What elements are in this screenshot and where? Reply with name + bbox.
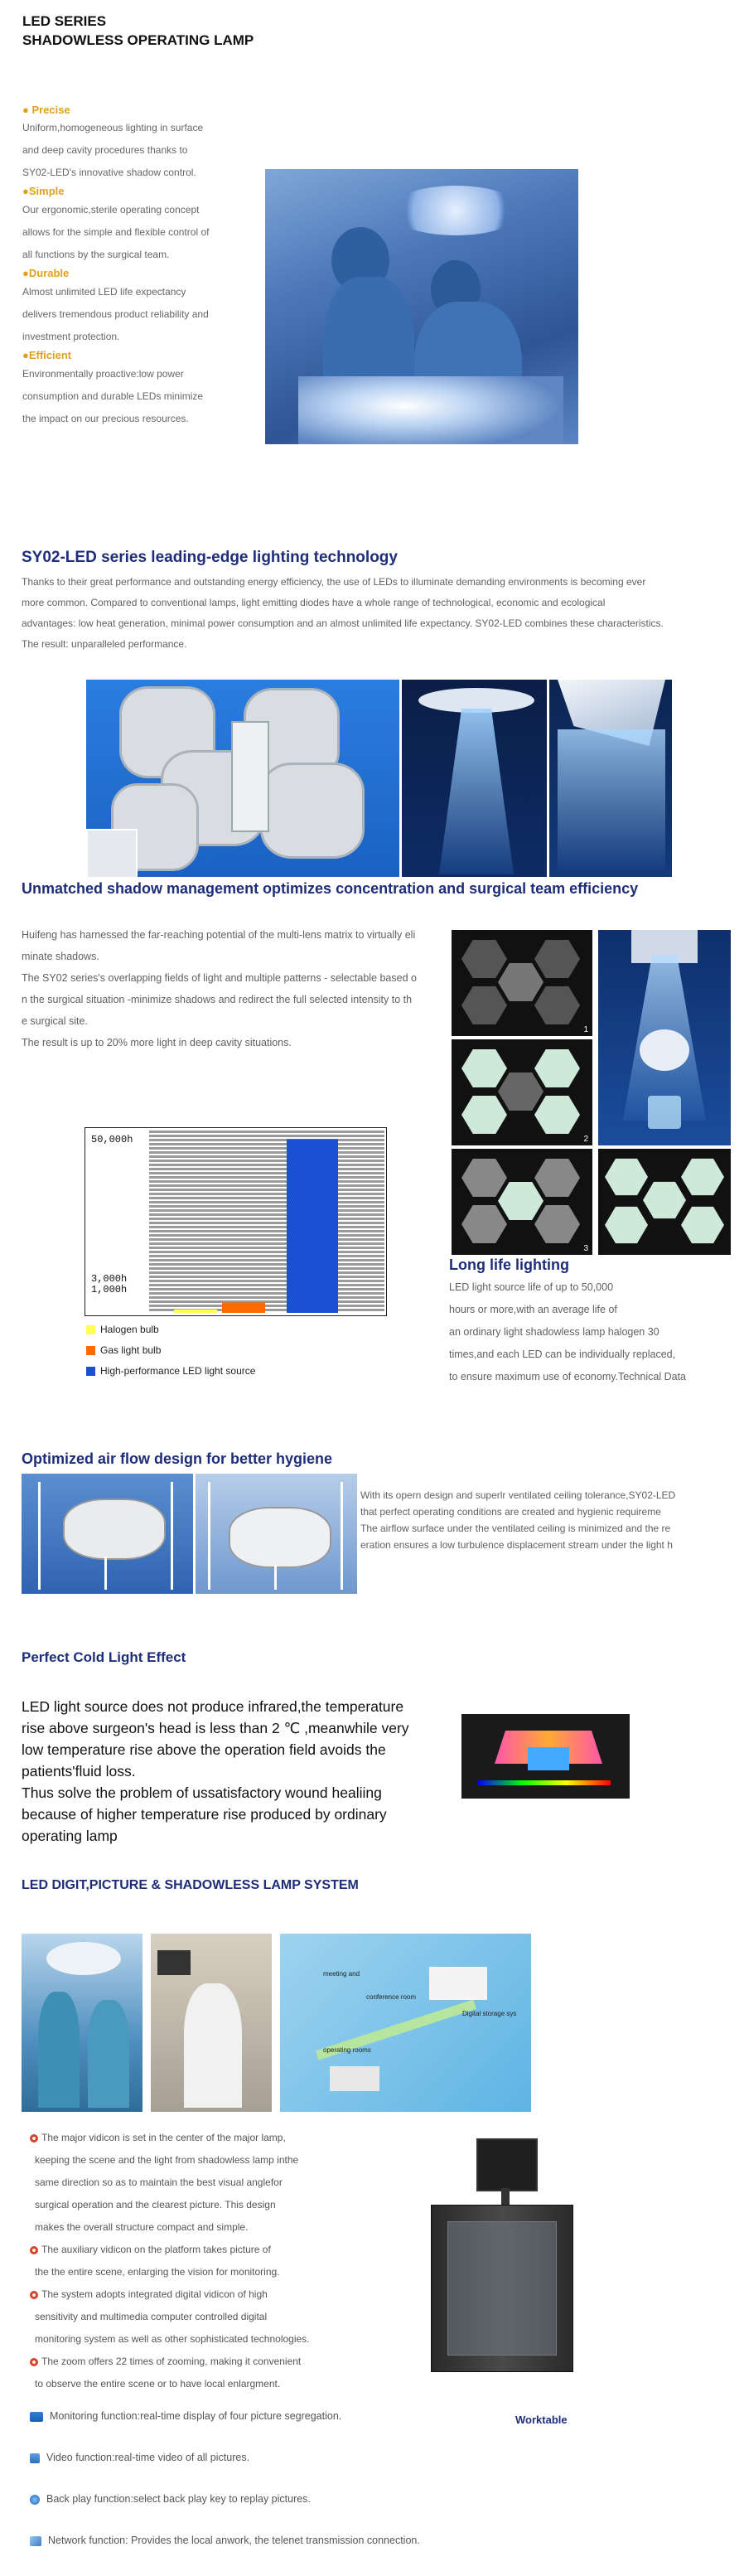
feature-line: and deep cavity procedures thanks to (22, 144, 188, 156)
shadow-line: e surgical site. (22, 1015, 88, 1027)
chart-gridline (149, 1271, 384, 1274)
bar-gas (222, 1302, 265, 1313)
chart-gridline (149, 1184, 384, 1187)
bar-led (287, 1139, 338, 1313)
chart-gridline (149, 1139, 384, 1141)
function-text: Monitoring function:real-time display of four picture segregation. (50, 2410, 342, 2422)
system-network-diagram (280, 1934, 531, 2112)
airflow-line: that perfect operating conditions are created and hygienic requireme (360, 1506, 661, 1518)
chart-gridline (149, 1259, 384, 1261)
bullet-line: to observe the entire scene or to have local enlargment. (35, 2378, 281, 2390)
bullet-icon (30, 2291, 38, 2299)
airflow-diagram-1 (22, 1474, 193, 1594)
bullet-line: keeping the scene and the light from shadowless lamp inthe (35, 2154, 299, 2166)
feature-line: allows for the simple and flexible control of (22, 226, 210, 238)
light-beam-photo (402, 680, 547, 877)
bullet-icon (30, 2134, 38, 2143)
digit-bullets (30, 2127, 428, 2395)
tech-line: The result: unparalleled performance. (22, 638, 187, 650)
bullet-line: The system adopts integrated digital vidicon of high (41, 2288, 268, 2300)
tech-line: Thanks to their great performance and outstanding energy efficiency, the use of LEDs to illuminate demanding environments is becoming ever (22, 576, 646, 588)
airflow-line: eration ensures a low turbulence displacement stream under the light h (360, 1539, 673, 1551)
function-video (30, 2452, 693, 2493)
monitor-icon (30, 2412, 43, 2422)
chart-gridline (149, 1147, 384, 1150)
full-light-panel (598, 1149, 731, 1255)
chart-gridline (149, 1255, 384, 1257)
chart-gridline (149, 1300, 384, 1303)
chart-gridline (149, 1176, 384, 1179)
bullet-3 (30, 2283, 428, 2306)
chart-gridline (149, 1151, 384, 1154)
airflow-paragraph (360, 1487, 733, 1553)
lifetime-chart (85, 1127, 387, 1316)
shadow-section-title: Unmatched shadow management optimizes concentration and surgical team efficiency (22, 880, 639, 897)
coldlight-line: patients'fluid loss. (22, 1763, 136, 1779)
feature-head-precise: ● Precise (22, 104, 70, 116)
chart-gridline (149, 1135, 384, 1137)
bullet-icon (30, 2358, 38, 2366)
chart-gridline (149, 1267, 384, 1270)
feature-line: the impact on our precious resources. (22, 413, 189, 424)
bullet-2 (30, 2239, 428, 2261)
title-line-2: SHADOWLESS OPERATING LAMP (22, 32, 254, 48)
bullet-line: same direction so as to maintain the best visual anglefor (35, 2177, 283, 2188)
chart-gridline (149, 1164, 384, 1166)
function-list (30, 2410, 693, 2576)
chart-gridline (149, 1193, 384, 1195)
legend-item-halogen (86, 1319, 255, 1340)
bar-halogen (174, 1310, 217, 1313)
bullet-icon (30, 2246, 38, 2254)
tick-label: 1,000h (91, 1284, 128, 1295)
led-closeup-photo (549, 680, 672, 877)
diagram-label-meeting: meeting and (323, 1970, 360, 1978)
chart-gridline (149, 1288, 384, 1290)
bullet-1 (30, 2127, 428, 2149)
feature-line: consumption and durable LEDs minimize (22, 390, 204, 402)
bullet-4 (30, 2351, 428, 2373)
coldlight-line: Thus solve the problem of ussatisfactory wound healiing (22, 1784, 382, 1801)
chart-gridline (149, 1230, 384, 1232)
legend-swatch-gas (86, 1346, 95, 1355)
longlife-paragraph (449, 1276, 739, 1388)
shadow-line: minate shadows. (22, 951, 99, 962)
thermal-image (461, 1714, 630, 1799)
feature-line: all functions by the surgical team. (22, 249, 170, 260)
bullet-line: makes the overall structure compact and simple. (35, 2221, 249, 2233)
chart-gridline (149, 1209, 384, 1212)
shadow-paragraph (22, 924, 444, 1053)
surgeon-light-photo (598, 930, 731, 1145)
bullet-line: monitoring system as well as other sophisticated technologies. (35, 2333, 310, 2345)
coldlight-paragraph (22, 1696, 469, 1847)
shadow-line: n the surgical situation -minimize shadows and redirect the full selected intensity to th (22, 994, 413, 1005)
bullet-line: the the entire scene, enlarging the vision for monitoring. (35, 2266, 280, 2278)
chart-gridline (149, 1292, 384, 1295)
bullet-line: sensitivity and multimedia computer controlled digital (35, 2311, 268, 2322)
diagram-label-conference: conference room (366, 1993, 417, 2001)
chart-gridline (149, 1155, 384, 1158)
worktable-image (427, 2138, 576, 2370)
bullet-line: The major vidicon is set in the center of the major lamp, (41, 2132, 286, 2143)
chart-gridline (149, 1201, 384, 1203)
chart-gridline (149, 1168, 384, 1170)
light-pattern-panel-3 (452, 1149, 592, 1255)
feature-line: investment protection. (22, 331, 120, 342)
legend-item-gas (86, 1340, 255, 1361)
tech-line: more common. Compared to conventional lamps, light emitting diodes have a whole range of technological, economic and ecological (22, 597, 606, 608)
chart-gridline (149, 1276, 384, 1278)
longlife-line: an ordinary light shadowless lamp halogen 30 (449, 1326, 659, 1338)
longlife-line: hours or more,with an average life of (449, 1304, 617, 1315)
shadow-line: Huifeng has harnessed the far-reaching potential of the multi-lens matrix to virtually eli (22, 929, 416, 941)
function-text: Video function:real-time video of all pictures. (46, 2452, 250, 2463)
longlife-line: to ensure maximum use of economy.Technical Data (449, 1371, 687, 1382)
chart-gridline (149, 1247, 384, 1249)
feature-line: delivers tremendous product reliability and (22, 308, 209, 320)
panel-number: 1 (583, 1025, 588, 1034)
tech-line: advantages: low heat generation, minimal power consumption and an almost unlimited life expectancy. SY02-LED combines these characteristics. (22, 617, 664, 629)
video-icon (30, 2453, 40, 2463)
feature-line: Almost unlimited LED life expectancy (22, 286, 186, 298)
chart-gridline (149, 1143, 384, 1145)
surgeon-monitor-photo (151, 1934, 272, 2112)
chart-gridline (149, 1251, 384, 1253)
diagram-label-operating: operating rooms (323, 2046, 371, 2054)
tech-section-title: SY02-LED series leading-edge lighting technology (22, 549, 398, 566)
playback-icon (30, 2495, 40, 2505)
chart-gridline (149, 1213, 384, 1216)
chart-gridline (149, 1218, 384, 1220)
legend-swatch-led (86, 1367, 95, 1376)
chart-gridline (149, 1222, 384, 1224)
tech-paragraph (22, 572, 734, 655)
chart-gridline (149, 1238, 384, 1241)
chart-gridline (149, 1197, 384, 1199)
bullet-line: The zoom offers 22 times of zooming, making it convenient (41, 2356, 302, 2367)
legend-label: High-performance LED light source (100, 1365, 256, 1377)
light-pattern-panel-2 (452, 1039, 592, 1145)
digit-title: LED DIGIT,PICTURE & SHADOWLESS LAMP SYSTEM (22, 1878, 359, 1892)
chart-gridline (149, 1234, 384, 1237)
airflow-title: Optimized air flow design for better hygiene (22, 1450, 333, 1467)
panel-number: 3 (583, 1244, 588, 1253)
legend-item-led (86, 1361, 255, 1382)
longlife-title: Long life lighting (449, 1257, 569, 1273)
page-title (22, 12, 254, 50)
chart-gridline (149, 1205, 384, 1208)
function-text: Network function: Provides the local anwork, the telenet transmission connection. (48, 2535, 420, 2546)
feature-line: Environmentally proactive:low power (22, 368, 184, 380)
chart-gridline (149, 1226, 384, 1228)
function-backplay (30, 2493, 693, 2535)
feature-head-simple: ●Simple (22, 185, 65, 197)
tick-label: 50,000h (91, 1134, 133, 1145)
coldlight-line: rise above surgeon's head is less than 2 ℃ ,meanwhile very (22, 1720, 409, 1736)
coldlight-line: operating lamp (22, 1828, 118, 1844)
shadow-line: The SY02 series's overlapping fields of light and multiple patterns - selectable based o (22, 972, 417, 984)
chart-gridline (149, 1189, 384, 1191)
feature-line: SY02-LED's innovative shadow control. (22, 167, 196, 178)
bullet-line: The auxiliary vidicon on the platform takes picture of (41, 2244, 271, 2255)
longlife-line: times,and each LED can be individually replaced, (449, 1349, 676, 1360)
longlife-line: LED light source life of up to 50,000 (449, 1281, 614, 1293)
chart-gridline (149, 1242, 384, 1245)
airflow-diagram-2 (196, 1474, 357, 1594)
feature-head-efficient: ●Efficient (22, 349, 72, 361)
airflow-line: With its opern design and superlr ventilated ceiling tolerance,SY02-LED (360, 1489, 676, 1501)
title-line-1: LED SERIES (22, 13, 107, 29)
panel-number: 2 (583, 1135, 588, 1144)
lifetime-chart-svg (85, 1127, 387, 1316)
legend-swatch-halogen (86, 1325, 95, 1334)
coldlight-line: because of higher temperature rise produced by ordinary (22, 1806, 387, 1823)
tick-label: 3,000h (91, 1273, 128, 1285)
coldlight-line: LED light source does not produce infrared,the temperature (22, 1698, 404, 1715)
bullet-line: surgical operation and the clearest picture. This design (35, 2199, 276, 2210)
chart-gridline (149, 1263, 384, 1266)
function-monitoring (30, 2410, 693, 2452)
chart-gridline (149, 1131, 384, 1133)
operating-team-photo (22, 1934, 143, 2112)
lamp-heads-photo (86, 680, 399, 877)
surgeons-photo (265, 169, 578, 444)
chart-gridline (149, 1280, 384, 1282)
legend-label: Gas light bulb (100, 1344, 162, 1356)
airflow-line: The airflow surface under the ventilated ceiling is minimized and the re (360, 1523, 671, 1534)
chart-gridline (149, 1160, 384, 1162)
coldlight-title: Perfect Cold Light Effect (22, 1649, 186, 1665)
shadow-line: The result is up to 20% more light in deep cavity situations. (22, 1037, 292, 1048)
function-text: Back play function:select back play key to replay pictures. (46, 2493, 311, 2505)
chart-gridline (149, 1180, 384, 1183)
feature-line: Our ergonomic,sterile operating concept (22, 204, 200, 215)
chart-gridline (149, 1172, 384, 1174)
chart-legend (86, 1319, 255, 1382)
diagram-label-storage: Digital storage sys (462, 2010, 517, 2017)
feature-head-durable: ●Durable (22, 267, 70, 279)
coldlight-line: low temperature rise above the operation field avoids the (22, 1741, 386, 1758)
chart-gridline (149, 1305, 384, 1307)
chart-gridline (149, 1296, 384, 1299)
chart-gridline (149, 1284, 384, 1286)
light-pattern-panel-1 (452, 930, 592, 1036)
worktable-label: Worktable (515, 2414, 568, 2426)
legend-label: Halogen bulb (100, 1324, 159, 1335)
feature-line: Uniform,homogeneous lighting in surface (22, 122, 204, 133)
feature-list (22, 103, 254, 430)
